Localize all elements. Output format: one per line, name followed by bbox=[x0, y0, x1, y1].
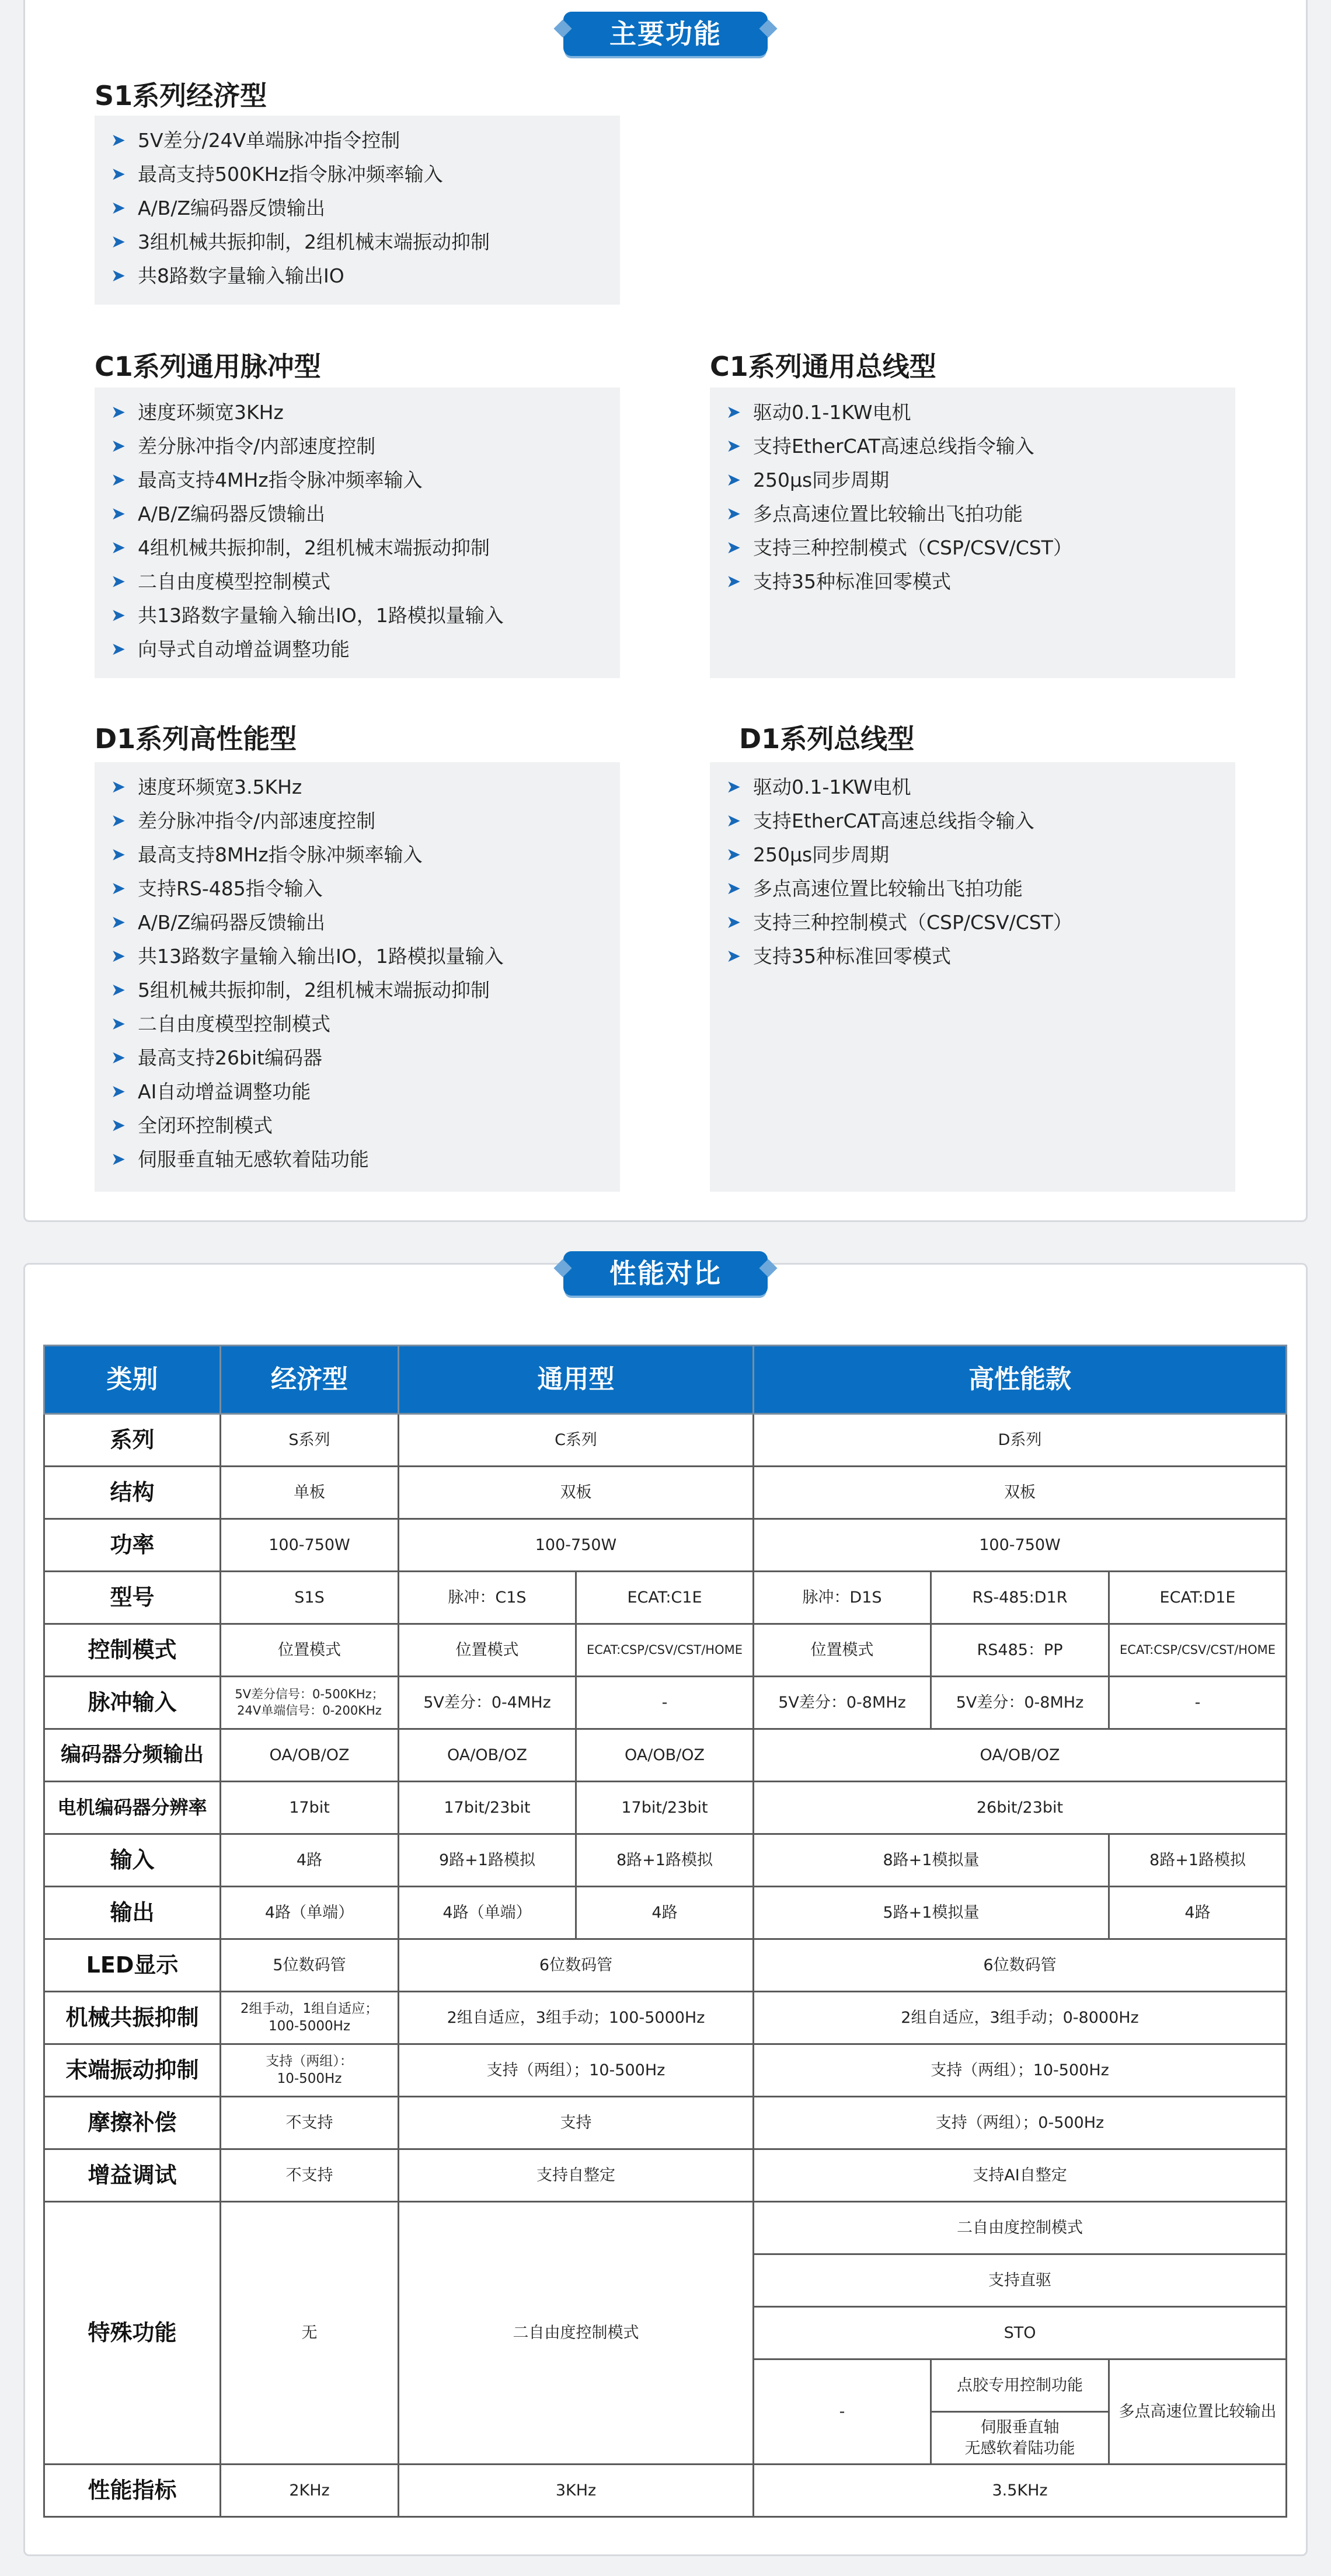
table-cell: 17bit bbox=[221, 1782, 399, 1834]
table-cell: 5位数码管 bbox=[221, 1939, 399, 1992]
table-row bbox=[44, 1467, 1287, 1519]
table-cell: 支持（两组）；10-500Hz bbox=[399, 2044, 754, 2097]
arrow-icon: ➤ bbox=[111, 164, 126, 184]
row-label: 系列 bbox=[44, 1414, 221, 1467]
feature-item: ➤ 支持EtherCAT高速总线指令输入 bbox=[720, 430, 1235, 463]
row-label: 控制模式 bbox=[44, 1624, 221, 1677]
feature-item: ➤ AI自动增益调整功能 bbox=[105, 1075, 620, 1109]
row-label: 特殊功能 bbox=[44, 2202, 221, 2465]
arrow-icon: ➤ bbox=[726, 912, 741, 933]
arrow-icon: ➤ bbox=[111, 537, 126, 558]
feature-item: ➤ 共13路数字量输入输出IO，1路模拟量输入 bbox=[105, 599, 620, 633]
arrow-icon: ➤ bbox=[111, 878, 126, 899]
table-cell: 5V差分：0-8MHz bbox=[754, 1677, 931, 1729]
table-cell: 位置模式 bbox=[754, 1624, 931, 1677]
table-cell: 17bit/23bit bbox=[399, 1782, 576, 1834]
table-cell: 2组自适应，3组手动；100-5000Hz bbox=[399, 1992, 754, 2044]
table-row bbox=[44, 1939, 1287, 1992]
header-high-performance: 高性能款 bbox=[754, 1346, 1287, 1414]
feature-item: ➤ A/B/Z编码器反馈输出 bbox=[105, 497, 620, 531]
table-row bbox=[44, 2044, 1287, 2097]
feature-item: ➤ 支持RS-485指令输入 bbox=[105, 872, 620, 906]
table-cell: 100-750W bbox=[754, 1519, 1287, 1572]
table-cell: 多点高速位置比较输出 bbox=[1109, 2359, 1287, 2465]
feature-box-d1-bus bbox=[710, 762, 1235, 1192]
table-cell: 3.5KHz bbox=[754, 2465, 1287, 2517]
row-label: LED显示 bbox=[44, 1939, 221, 1992]
comparison-section-title: 性能对比 bbox=[563, 1251, 768, 1296]
table-cell: OA/OB/OZ bbox=[754, 1729, 1287, 1782]
feature-item: ➤ 3组机械共振抑制，2组机械末端振动抑制 bbox=[105, 225, 620, 259]
table-cell: 4路 bbox=[576, 1887, 754, 1939]
table-cell: 位置模式 bbox=[399, 1624, 576, 1677]
table-cell: OA/OB/OZ bbox=[576, 1729, 754, 1782]
arrow-icon: ➤ bbox=[111, 470, 126, 490]
feature-item: ➤ 伺服垂直轴无感软着陆功能 bbox=[105, 1143, 620, 1177]
feature-item: ➤ 最高支持8MHz指令脉冲频率输入 bbox=[105, 838, 620, 872]
arrow-icon: ➤ bbox=[726, 504, 741, 524]
arrow-icon: ➤ bbox=[111, 130, 126, 151]
feature-box-s1 bbox=[95, 116, 620, 305]
table-cell: 6位数码管 bbox=[754, 1939, 1287, 1992]
table-cell: 5V差分：0-4MHz bbox=[399, 1677, 576, 1729]
arrow-icon: ➤ bbox=[111, 266, 126, 286]
table-row bbox=[44, 1414, 1287, 1467]
row-label: 输入 bbox=[44, 1834, 221, 1887]
feature-list-c1-bus bbox=[720, 396, 1235, 599]
table-cell: 5V差分信号：0-500KHz； 24V单端信号：0-200KHz bbox=[221, 1677, 399, 1729]
feature-item: ➤ 驱动0.1-1KW电机 bbox=[720, 396, 1235, 430]
arrow-icon: ➤ bbox=[111, 605, 126, 626]
table-cell: 8路+1模拟量 bbox=[754, 1834, 1109, 1887]
table-row bbox=[44, 1729, 1287, 1782]
header-economy: 经济型 bbox=[221, 1346, 399, 1414]
table-cell: S系列 bbox=[221, 1414, 399, 1467]
table-row bbox=[44, 1677, 1287, 1729]
table-cell: 8路+1路模拟 bbox=[1109, 1834, 1287, 1887]
feature-item: ➤ 4组机械共振抑制，2组机械末端振动抑制 bbox=[105, 531, 620, 565]
table-row bbox=[44, 1992, 1287, 2044]
feature-item: ➤ 250μs同步周期 bbox=[720, 838, 1235, 872]
row-label: 电机编码器分辨率 bbox=[44, 1782, 221, 1834]
arrow-icon: ➤ bbox=[726, 946, 741, 966]
table-cell: 脉冲：C1S bbox=[399, 1572, 576, 1624]
arrow-icon: ➤ bbox=[726, 878, 741, 899]
feature-item: ➤ 向导式自动增益调整功能 bbox=[105, 633, 620, 666]
feature-item: ➤ 驱动0.1-1KW电机 bbox=[720, 770, 1235, 804]
feature-list-d1-bus bbox=[720, 770, 1235, 973]
table-row bbox=[44, 2097, 1287, 2149]
table-cell: 100-750W bbox=[399, 1519, 754, 1572]
table-cell: 支持（两组）： 10-500Hz bbox=[221, 2044, 399, 2097]
table-cell: - bbox=[576, 1677, 754, 1729]
arrow-icon: ➤ bbox=[111, 639, 126, 659]
arrow-icon: ➤ bbox=[111, 811, 126, 831]
table-cell: OA/OB/OZ bbox=[221, 1729, 399, 1782]
table-cell: 5V差分：0-8MHz bbox=[931, 1677, 1109, 1729]
row-label: 输出 bbox=[44, 1887, 221, 1939]
feature-item: ➤ 支持35种标准回零模式 bbox=[720, 565, 1235, 599]
arrow-icon: ➤ bbox=[111, 1081, 126, 1102]
table-cell: 3KHz bbox=[399, 2465, 754, 2517]
feature-list-d1-high bbox=[105, 770, 620, 1177]
row-label: 机械共振抑制 bbox=[44, 1992, 221, 2044]
table-cell: 单板 bbox=[221, 1467, 399, 1519]
feature-item: ➤ 支持三种控制模式（CSP/CSV/CST） bbox=[720, 531, 1235, 565]
feature-item: ➤ A/B/Z编码器反馈输出 bbox=[105, 906, 620, 940]
table-row bbox=[44, 2465, 1287, 2517]
table-cell: S1S bbox=[221, 1572, 399, 1624]
feature-box-c1-pulse bbox=[95, 388, 620, 678]
table-cell: 4路 bbox=[221, 1834, 399, 1887]
arrow-icon: ➤ bbox=[111, 571, 126, 592]
table-cell: OA/OB/OZ bbox=[399, 1729, 576, 1782]
table-cell: 2组自适应，3组手动；0-8000Hz bbox=[754, 1992, 1287, 2044]
row-label: 末端振动抑制 bbox=[44, 2044, 221, 2097]
row-label: 摩擦补偿 bbox=[44, 2097, 221, 2149]
arrow-icon: ➤ bbox=[111, 777, 126, 797]
feature-item: ➤ 共13路数字量输入输出IO，1路模拟量输入 bbox=[105, 940, 620, 973]
table-cell: 26bit/23bit bbox=[754, 1782, 1287, 1834]
table-row bbox=[44, 1782, 1287, 1834]
table-cell: 4路（单端） bbox=[221, 1887, 399, 1939]
feature-item: ➤ 5组机械共振抑制，2组机械末端振动抑制 bbox=[105, 973, 620, 1007]
arrow-icon: ➤ bbox=[111, 844, 126, 865]
feature-item: ➤ 速度环频宽3KHz bbox=[105, 396, 620, 430]
table-cell: 4路（单端） bbox=[399, 1887, 576, 1939]
feature-item: ➤ 二自由度模型控制模式 bbox=[105, 1007, 620, 1041]
arrow-icon: ➤ bbox=[111, 1115, 126, 1136]
feature-item: ➤ 最高支持26bit编码器 bbox=[105, 1041, 620, 1075]
arrow-icon: ➤ bbox=[111, 436, 126, 456]
table-cell: 8路+1路模拟 bbox=[576, 1834, 754, 1887]
arrow-icon: ➤ bbox=[111, 980, 126, 1000]
group-title-d1-high: D1系列高性能型 bbox=[95, 723, 297, 755]
arrow-icon: ➤ bbox=[111, 1048, 126, 1068]
row-label: 结构 bbox=[44, 1467, 221, 1519]
table-cell: 支持自整定 bbox=[399, 2149, 754, 2202]
table-cell: 9路+1路模拟 bbox=[399, 1834, 576, 1887]
table-cell: 双板 bbox=[399, 1467, 754, 1519]
table-row bbox=[44, 2149, 1287, 2202]
arrow-icon: ➤ bbox=[111, 912, 126, 933]
table-row bbox=[44, 1519, 1287, 1572]
table-cell: 二自由度控制模式 bbox=[399, 2202, 754, 2465]
arrow-icon: ➤ bbox=[111, 232, 126, 252]
feature-box-c1-bus bbox=[710, 388, 1235, 678]
table-cell: 4路 bbox=[1109, 1887, 1287, 1939]
feature-item: ➤ 支持EtherCAT高速总线指令输入 bbox=[720, 804, 1235, 838]
table-cell: 不支持 bbox=[221, 2097, 399, 2149]
table-row bbox=[44, 1624, 1287, 1677]
table-header-row bbox=[44, 1346, 1287, 1414]
table-cell: - bbox=[1109, 1677, 1287, 1729]
table-cell: RS485：PP bbox=[931, 1624, 1109, 1677]
header-general: 通用型 bbox=[399, 1346, 754, 1414]
table-cell: 位置模式 bbox=[221, 1624, 399, 1677]
feature-item: ➤ 5V差分/24V单端脉冲指令控制 bbox=[105, 124, 620, 158]
table-row bbox=[44, 2202, 1287, 2254]
arrow-icon: ➤ bbox=[726, 811, 741, 831]
comparison-table bbox=[43, 1345, 1287, 2518]
feature-item: ➤ 全闭环控制模式 bbox=[105, 1109, 620, 1143]
feature-item: ➤ 250μs同步周期 bbox=[720, 463, 1235, 497]
arrow-icon: ➤ bbox=[111, 946, 126, 966]
feature-item: ➤ 多点高速位置比较输出飞拍功能 bbox=[720, 872, 1235, 906]
row-label: 增益调试 bbox=[44, 2149, 221, 2202]
row-label: 性能指标 bbox=[44, 2465, 221, 2517]
table-cell: D系列 bbox=[754, 1414, 1287, 1467]
feature-list-s1 bbox=[105, 124, 620, 293]
table-cell: - bbox=[754, 2359, 931, 2465]
feature-item: ➤ 多点高速位置比较输出飞拍功能 bbox=[720, 497, 1235, 531]
feature-item: ➤ 最高支持4MHz指令脉冲频率输入 bbox=[105, 463, 620, 497]
arrow-icon: ➤ bbox=[111, 1149, 126, 1170]
table-cell: STO bbox=[754, 2307, 1287, 2359]
arrow-icon: ➤ bbox=[111, 504, 126, 524]
feature-item: ➤ 二自由度模型控制模式 bbox=[105, 565, 620, 599]
table-cell: ECAT:CSP/CSV/CST/HOME bbox=[1109, 1624, 1287, 1677]
feature-item: ➤ 差分脉冲指令/内部速度控制 bbox=[105, 804, 620, 838]
feature-item: ➤ 最高支持500KHz指令脉冲频率输入 bbox=[105, 158, 620, 191]
arrow-icon: ➤ bbox=[726, 436, 741, 456]
table-row bbox=[44, 1834, 1287, 1887]
table-cell: C系列 bbox=[399, 1414, 754, 1467]
table-cell: 支持（两组）；10-500Hz bbox=[754, 2044, 1287, 2097]
table-cell: 二自由度控制模式 bbox=[754, 2202, 1287, 2254]
arrow-icon: ➤ bbox=[726, 777, 741, 797]
arrow-icon: ➤ bbox=[726, 844, 741, 865]
feature-item: ➤ 支持三种控制模式（CSP/CSV/CST） bbox=[720, 906, 1235, 940]
table-cell: 支持AI自整定 bbox=[754, 2149, 1287, 2202]
table-cell: 不支持 bbox=[221, 2149, 399, 2202]
row-label: 型号 bbox=[44, 1572, 221, 1624]
table-cell: RS-485:D1R bbox=[931, 1572, 1109, 1624]
features-section-title: 主要功能 bbox=[563, 12, 768, 56]
table-cell: 17bit/23bit bbox=[576, 1782, 754, 1834]
feature-item: ➤ A/B/Z编码器反馈输出 bbox=[105, 191, 620, 225]
table-cell: 伺服垂直轴 无感软着陆功能 bbox=[931, 2412, 1109, 2465]
arrow-icon: ➤ bbox=[111, 402, 126, 423]
table-row bbox=[44, 1572, 1287, 1624]
row-label: 脉冲输入 bbox=[44, 1677, 221, 1729]
table-cell: 5路+1模拟量 bbox=[754, 1887, 1109, 1939]
feature-item: ➤ 支持35种标准回零模式 bbox=[720, 940, 1235, 973]
table-cell: 6位数码管 bbox=[399, 1939, 754, 1992]
arrow-icon: ➤ bbox=[726, 571, 741, 592]
header-category: 类别 bbox=[44, 1346, 221, 1414]
feature-box-d1-high bbox=[95, 762, 620, 1192]
table-cell: 2KHz bbox=[221, 2465, 399, 2517]
table-row bbox=[44, 1887, 1287, 1939]
table-cell: ECAT:C1E bbox=[576, 1572, 754, 1624]
feature-list-c1-pulse bbox=[105, 396, 620, 666]
arrow-icon: ➤ bbox=[111, 1014, 126, 1034]
table-cell: 无 bbox=[221, 2202, 399, 2465]
group-title-s1: S1系列经济型 bbox=[95, 80, 267, 111]
arrow-icon: ➤ bbox=[726, 470, 741, 490]
feature-item: ➤ 共8路数字量输入输出IO bbox=[105, 259, 620, 293]
arrow-icon: ➤ bbox=[111, 198, 126, 218]
arrow-icon: ➤ bbox=[726, 537, 741, 558]
table-cell: ECAT:D1E bbox=[1109, 1572, 1287, 1624]
group-title-c1-pulse: C1系列通用脉冲型 bbox=[95, 351, 321, 382]
table-cell: 脉冲：D1S bbox=[754, 1572, 931, 1624]
row-label: 编码器分频输出 bbox=[44, 1729, 221, 1782]
table-cell: 支持 bbox=[399, 2097, 754, 2149]
table-cell: 双板 bbox=[754, 1467, 1287, 1519]
table-cell: 2组手动，1组自适应； 100-5000Hz bbox=[221, 1992, 399, 2044]
feature-item: ➤ 差分脉冲指令/内部速度控制 bbox=[105, 430, 620, 463]
table-cell: 100-750W bbox=[221, 1519, 399, 1572]
group-title-c1-bus: C1系列通用总线型 bbox=[710, 351, 936, 382]
feature-item: ➤ 速度环频宽3.5KHz bbox=[105, 770, 620, 804]
group-title-d1-bus: D1系列总线型 bbox=[739, 723, 915, 755]
table-cell: 支持直驱 bbox=[754, 2254, 1287, 2307]
table-cell: 点胶专用控制功能 bbox=[931, 2359, 1109, 2412]
arrow-icon: ➤ bbox=[726, 402, 741, 423]
table-cell: 支持（两组）；0-500Hz bbox=[754, 2097, 1287, 2149]
table-cell: ECAT:CSP/CSV/CST/HOME bbox=[576, 1624, 754, 1677]
row-label: 功率 bbox=[44, 1519, 221, 1572]
